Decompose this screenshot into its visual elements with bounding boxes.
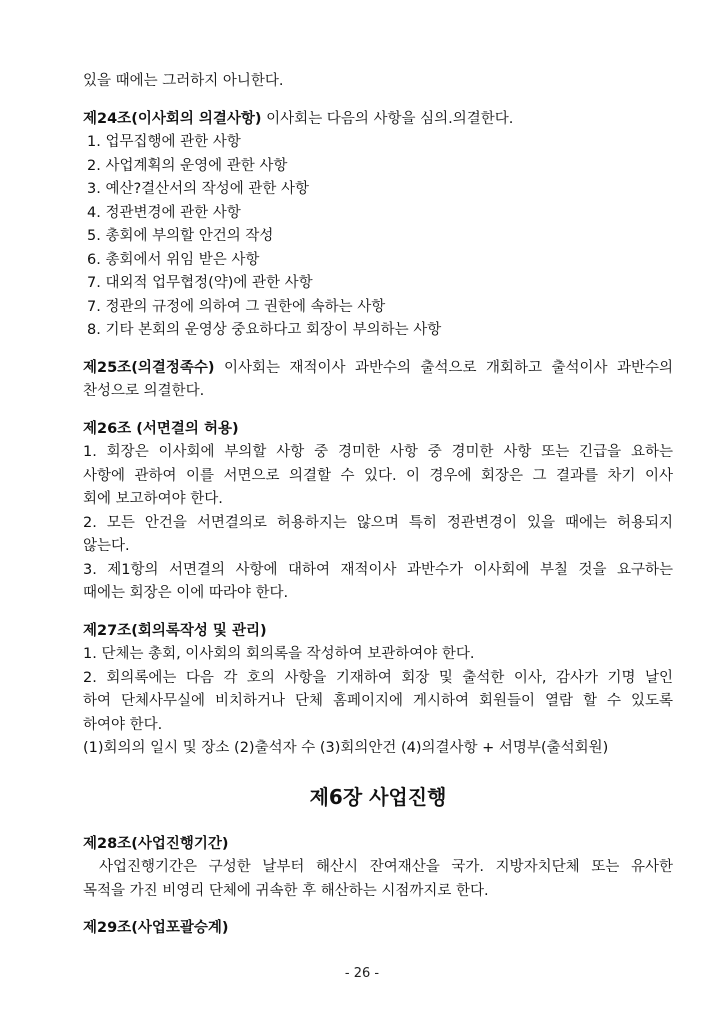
list-item: 7. 대외적 업무협정(약)에 관한 사항	[87, 275, 313, 291]
list-item: 6. 총회에서 위임 받은 사항	[87, 251, 260, 268]
article-25-heading-line	[83, 357, 673, 381]
article-28-line: 목적을 가진 비영리 단체에 귀속한 후 해산하는 시점까지로 한다.	[83, 882, 489, 899]
article-26-line: 2. 모든 안건을 서면결의로 허용하지는 않으며 특히 정관변경이 있을 때에는 허용되지	[83, 514, 673, 531]
article-26-title: 제26조 (서면결의 허용)	[83, 420, 239, 437]
page-number: - 26 -	[344, 966, 380, 981]
article-27-line: 하여야 한다.	[83, 716, 163, 733]
article-27-line: 2. 회의록에는 다음 각 호의 사항을 기재하여 회장 및 출석한 이사, 감사가 기명 날인	[83, 669, 673, 686]
article-24-intro: 이사회는 다음의 사항을 심의.의결한다.	[261, 110, 514, 127]
article-24-title: 제24조(이사회의 의결사항)	[83, 110, 262, 127]
list-item: 4. 정관변경에 관한 사항	[87, 204, 241, 221]
article-25-text-cont: 찬성으로 의결한다.	[83, 383, 205, 399]
article-27-line: (1)회의의 일시 및 장소 (2)출석자 수 (3)회의안건 (4)의결사항 + 서명부(출석회원)	[83, 740, 609, 756]
article-26-line: 1. 회장은 이사회에 부의할 사항 중 경미한 사항 중 경미한 사항 또는 긴급을 요하는	[83, 444, 673, 460]
article-25-title: 제25조(의결정족수)	[83, 359, 215, 376]
article-27-line: 1. 단체는 총회, 이사회의 회의록을 작성하여 보관하여야 한다.	[83, 646, 475, 662]
article-26-line: 않는다.	[83, 538, 130, 554]
list-item: 7. 정관의 규정에 의하여 그 권한에 속하는 사항	[87, 298, 386, 315]
article-28-title: 제28조(사업진행기간)	[83, 835, 229, 852]
article-27-line: 하여 단체사무실에 비치하거나 단체 홈페이지에 게시하여 회원들이 열람 할 수 있도록	[83, 693, 673, 709]
article-28-line: 사업진행기간은 구성한 날부터 해산시 잔여재산을 국가. 지방자치단체 또는 유사한	[99, 859, 673, 875]
list-item: 3. 예산?결산서의 작성에 관한 사항	[87, 181, 310, 197]
list-item: 1. 업무집행에 관한 사항	[87, 134, 241, 150]
list-item: 8. 기타 본회의 운영상 중요하다고 회장이 부의하는 사항	[87, 322, 442, 338]
continuation-text: 있을 때에는 그러하지 아니한다.	[83, 73, 284, 89]
document-page	[83, 70, 673, 941]
chapter-title: 제6장 사업진행	[309, 784, 447, 809]
article-29-title: 제29조(사업포괄승계)	[83, 920, 229, 936]
article-26-line: 회에 보고하여야 한다.	[83, 491, 223, 507]
list-item: 5. 총회에 부의할 안건의 작성	[87, 228, 274, 244]
article-26-line: 3. 제1항의 서면결의 사항에 대하여 재적이사 과반수가 이사회에 부칠 것을 요구하는	[83, 561, 673, 578]
article-26-line: 사항에 관하여 이를 서면으로 의결할 수 있다. 이 경우에 회장은 그 결과를 차기 이사	[83, 467, 673, 484]
article-25-text: 이사회는 재적이사 과반수의 출석으로 개회하고 출석이사 과반수의	[214, 359, 673, 376]
list-item: 2. 사업계획의 운영에 관한 사항	[87, 157, 288, 174]
article-27-title: 제27조(회의록작성 및 관리)	[83, 622, 267, 639]
article-26-line: 때에는 회장은 이에 따라야 한다.	[83, 585, 289, 601]
article-24-heading-line	[83, 108, 673, 132]
